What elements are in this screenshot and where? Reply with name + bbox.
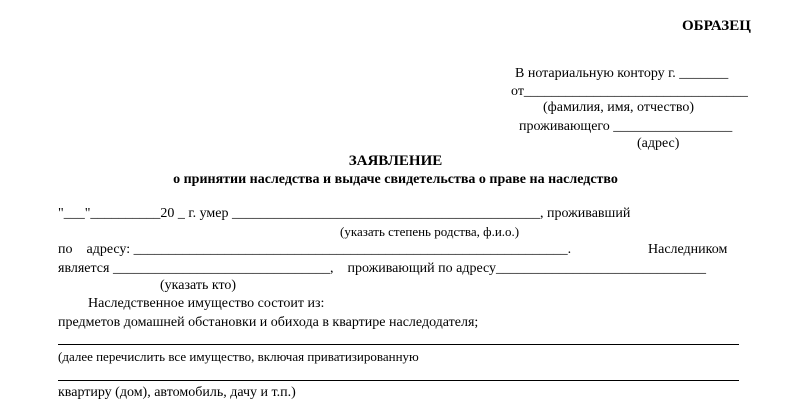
decedent-line: "___"__________20 _ г. умер ____________________________________________, проживавший — [58, 206, 631, 221]
applicant-address-line: проживающего _________________ — [519, 119, 733, 134]
applicant-name-line: от________________________________ — [511, 84, 748, 99]
heir-label: Наследником — [648, 242, 728, 257]
estate-list-hint: (далее перечислить все имущество, включая приватизированную — [58, 349, 419, 364]
blank-rule-1 — [58, 344, 739, 345]
blank-rule-2 — [58, 380, 739, 381]
estate-intro: Наследственное имущество состоит из: — [88, 296, 325, 311]
heir-hint: (указать кто) — [160, 278, 237, 293]
estate-list-hint-cont: квартиру (дом), автомобиль, дачу и т.п.) — [58, 385, 296, 400]
document-title: ЗАЯВЛЕНИЕ — [348, 153, 443, 169]
document-subtitle: о принятии наследства и выдаче свидетельства о праве на наследство — [173, 172, 618, 187]
applicant-address-hint: (адрес) — [637, 136, 680, 151]
decedent-hint: (указать степень родства, ф.и.о.) — [340, 224, 520, 239]
estate-household-items: предметов домашней обстановки и обихода в квартире наследодателя; — [58, 315, 479, 330]
applicant-name-hint: (фамилия, имя, отчество) — [543, 100, 695, 115]
decedent-address-line: по адресу: ______________________________________________________________. — [58, 242, 572, 257]
notary-office-line: В нотариальную контору г. _______ — [515, 66, 729, 81]
sample-label: ОБРАЗЕЦ — [682, 18, 751, 34]
heir-line: является _______________________________, проживающий по адресу______________________________ — [58, 261, 707, 276]
